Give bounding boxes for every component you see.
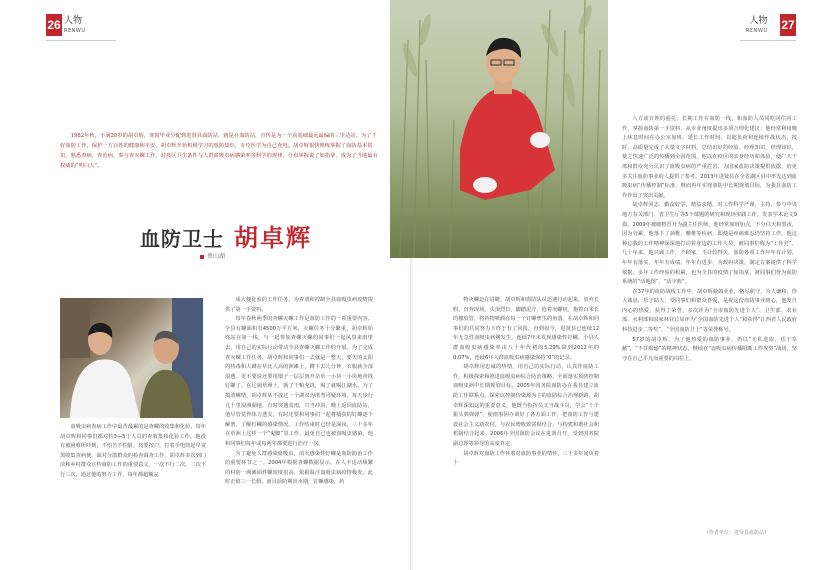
byline-marker-icon (200, 255, 204, 259)
title-name: 胡卓辉 (234, 223, 312, 252)
paragraph: 在37年的血防战线工作中，胡卓辉兢兢业业，恪尽职守，为人谦和，待人诚恳，乐于助人，受同事们和群众喜爱，是视这份血防事业到心，他发自内心的热爱，获得了荣誉，多次评为“全市血防先进个人”、卫生部、农业部、水利部和国家林业总局评为“全国血防先进个人”和获得“江西省人民政府科技进步二等奖”、“全国血防卫士”等荣誉称号。 (622, 288, 797, 334)
lab-photo (60, 298, 203, 418)
paragraph: 为了避免人群感染血吸虫，消灭感染性钉螺是血防防治工作的重要环节之一。2004年根据查螺数据显示，在人丰适动频繁的村防一洲滩面性螺密度很高，依据温洼血吸虫病疫情极发，此时正值三一长假，而目前防期出水期，钉螺感染，药 (225, 450, 373, 486)
right-section-title: 人物 (749, 16, 768, 26)
paragraph: 血吸虫病查病工作中最苦最累的是查螺的收集和化验。每年胡卓辉和同事们都对约3—5千人员的查收集和化验工作。他没有被困难所吓到，不怕苦不怕脏，按要按户，打着手电筒起早贪黑收集查病便，面对分散群众的检查调查工作，胡卓辉多次到门前和乡村群众宣传血防工作的重要意义，一次不行二次，二次不行三次，通过他的努力工作，每年都超额完 (60, 424, 206, 478)
paragraph: 八方或百姓的重托，长期工作在血防一线，和血防人员同吃同住同工作，掌握血防第一手资料，从专业角度提出多项合理化建议；他经常利用晚上休息时间在办公室加班，延长工作时间，以超负荷和连续作战状态，按时、高质量完成了大量文字材料。总结出好的经验、经理知识。经理知识，使之快速广泛的传播到全国范围，他以在疫区的亲身经历和体验，使广大干部和群众充分认识了血吸虫病的严重危害，为国家血防决策提供依据，给更多关注血防事业的人提供了参考。2013年进贤县在全省湖区县中率先达到血吸虫病“传播控制”标准，继而再年实现血防中长期规划目标，为我县血防工作作出了突出贡献。 (622, 116, 797, 199)
left-section-title: 人物 (64, 16, 83, 26)
left-section-label (64, 16, 85, 36)
paragraph: 每年春秋两季的查螺灭螺工作是血防工作的一项重要内容。全县有螺面积有4500万平方米，灭螺任务十分繁重，胡卓辉始终站在第一线，与一起参加查螺灭螺的同事们一起风里来雨里去，用自己的实际行动带动全县查螺灭螺工作的开展。为了完成查灭螺工作任务，胡卓辉和同事们一去就是一整天，要天的太阳的热毒和人蹲在草比人高的洲滩上，蹲下去几分钟，衣服就全部湿透。更不要说还要用镊子一层层剖开杂草一小块一小块地查找钉螺了。在辽阔草洲上，饿了干粮充饥，渴了就喝江湖水。为了摸清螺情，胡卓辉从不放过一个湖汊沟渚弯可疑环境。每天步行几十里湿洲湖地，有时突遇雷雨，只当冲浴，晚上返回血防站，他尽管觉得体力透支，有时还要和同事们一起将捕获的钉螺逐个解剖，了解钉螺的感染情况。工作结束时已经是深夜，三十多年在草洲上这样一个“鬼脚”里工作，最免自己也被血吸虫感染，他和同事们每年或每两年都要进行治疗一次。 (225, 316, 373, 447)
title-prefix: 血防卫士 (140, 227, 224, 251)
byline (200, 251, 225, 260)
paragraph: 胡卓辉对血防工作怀着对血防事业的情怀，三十多年间负着十 (453, 450, 599, 467)
intro-paragraph: 1982年秋，不满20岁的胡卓辉，寒窗毕业分配到进贤县血防站，就是在血防站，宣传是为一个真基础最远最偏的三里边站。为了干好血防工作，保护一方百姓的健康和平安，胡卓辉开始积极学习的血防知识，专攻医学为自己充电。胡卓辉很快熟练掌握了血防基本常识，熟悉查病、查治病，参与查灭螺工作，对疫区卫生条件与人群血吸虫病感染率等科学的规律，分布掌握说了如指掌，成为了当地最有权威的“明白人”。 (60, 133, 378, 169)
author-caption: （作者单位：进贤县血防站） (704, 530, 770, 536)
field-photo (390, 0, 608, 258)
article-title (140, 218, 312, 253)
body-column-3 (453, 296, 599, 566)
right-header-rule (740, 40, 796, 41)
field-photo-art (390, 0, 608, 258)
body-column-4 (622, 115, 797, 527)
right-section-label (746, 16, 767, 36)
left-page-number: 26 (46, 14, 62, 36)
lab-photo-art (60, 298, 203, 418)
paragraph: 胡卓辉用忠诚的热情，用自己的实际行动，认真作血防工作，积极探索和推进血吸虫病综合防治策略，全面落实预防控制血吸虫病中长期规划目标。2005年国务院血防办在我县建立血防工作联系点，探索以控制传染源为主的血防综合治理新路，胡卓辉深知这的重要意义，他既当指挥员又当战斗员，学会“十个振头弹弹弹”，使雨事固办调好了各方面工作，把血防工作与建设社会主义新农村，与农民增收致富相结合，与构建和谐社会和机制结合起来。2006年全国血防会议在进贤召开，受到国务院副总理等领导的高度肯定。 (453, 364, 599, 447)
right-page-number: 27 (780, 14, 796, 36)
left-header-rule (46, 40, 116, 41)
paragraph: 成大便化验的工作任务。为查清和控制全县血吸虫病疫情提供了第一手资料。 (225, 297, 373, 313)
paragraph: 胡卓辉同志，勤奋好学，精益求精，对工作科学严谨，主持、参与中央地方有关部门、省卫生厅等5个课题的研究和现场实践工作，发表学术论文9篇，2009年被破格晋升为副主任医师，他经常加班加点，不分白天和黑夜，因为劳累，他落下了颈椎、腰椎等疾病，即便是疼痛难忍仍坚持工作，他这种忘我的工作精神深深地打动着身边的工作人员，被同事们称为“工作狂”。几十年来，他只顾工作，不顾家，不计较得失，血防各项工作年年有计划，年年有落实，年年有成绩，年年有进步，为政府决策，制定方案提供了科学依据。多年工作经验的积累，也为全县的疫情了如指掌，被同事们誉为血防系统的“活地图”、“活字典”。 (622, 202, 797, 286)
paragraph: 57岁的胡卓辉，为了他热爱的血防事业，仍以“无私进取、乐于奉献”，“不甘服输”的精神状态，继续在“血吸虫病传播阻断工作攻坚”战场，坚守在自己平凡而重要的岗位上。 (622, 336, 797, 362)
left-section-en: RENWU (64, 28, 86, 34)
byline-author: 蔡山湖 (207, 253, 226, 260)
paragraph: 物灭螺迫在眉睫。胡卓辉和血防队员迅速行动起来，放弃长假，直奔现场。头顶烈日，脚踏泥泞，抢着灭螺机，抱着百米长的橡胶管，将药物喷洒在每一个钉螺孳生的角落。在胡卓辉和同事们的共同努力下终于有了回报。直到如今，进贤县已连续12年无急性血吸虫病例发生，连续7年未发现感染性钉螺，全县人群血吸虫病感染率由八十年代初的5.29%降到2012年的0.07%，连续6年人群血吸虫病感染保持“0”的记录。 (453, 297, 599, 361)
body-column-1 (60, 423, 206, 563)
body-column-2 (225, 296, 373, 566)
right-section-en: RENWU (746, 28, 768, 34)
